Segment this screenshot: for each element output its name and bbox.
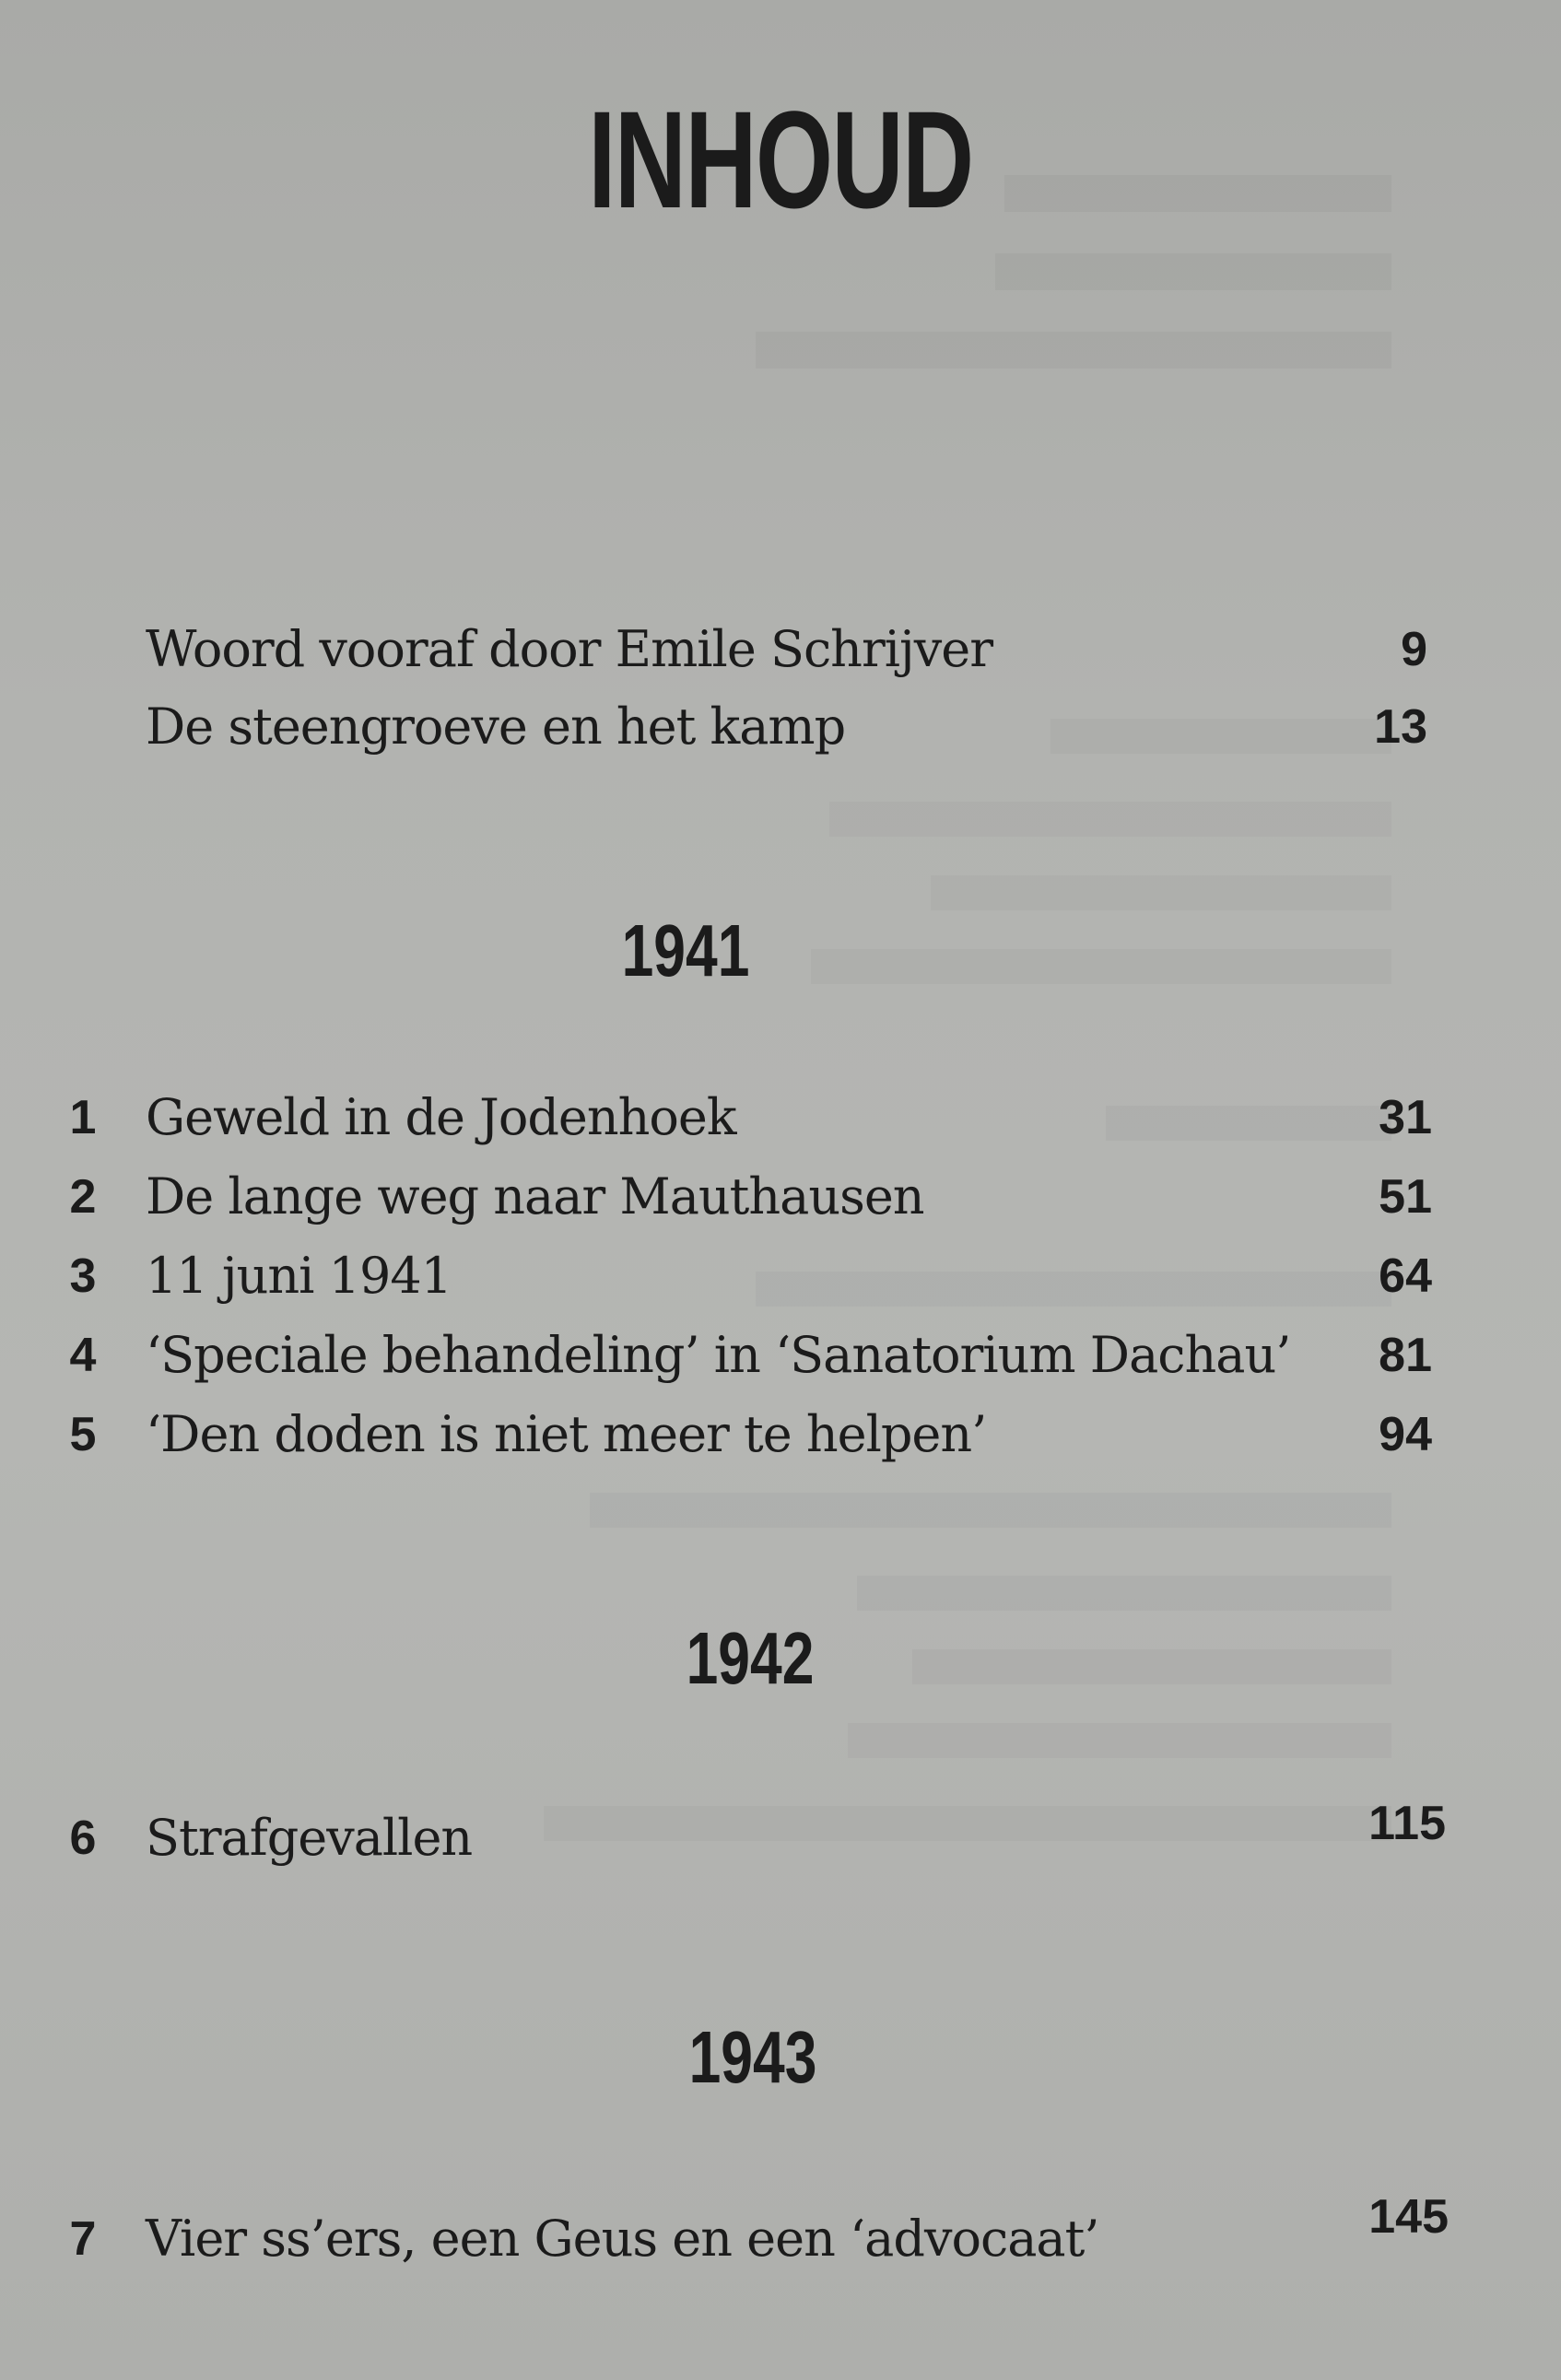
toc-entry-chapter-5	[0, 1398, 1561, 1471]
toc-entry-page: 94	[1379, 1408, 1432, 1461]
toc-entry-chapter-1	[0, 1081, 1561, 1155]
toc-entry-chapter-3	[0, 1239, 1561, 1313]
toc-entry-label: Geweld in de Jodenhoek	[146, 1088, 736, 1146]
section-year-1941: 1941	[621, 909, 750, 991]
chapter-number: 2	[69, 1170, 97, 1224]
toc-entry-page: 115	[1368, 1797, 1446, 1850]
chapter-number: 7	[69, 2212, 97, 2266]
toc-entry-foreword	[0, 613, 1561, 686]
chapter-number: 3	[69, 1249, 97, 1303]
toc-entry-label: Woord vooraf door Emile Schrijver	[146, 620, 993, 678]
toc-entry-label: De lange weg naar Mauthausen	[146, 1167, 924, 1225]
show-through-shadow	[848, 1723, 1391, 1758]
toc-entry-chapter-2	[0, 1160, 1561, 1234]
show-through-shadow	[857, 1576, 1391, 1611]
toc-entry-page: 64	[1379, 1249, 1432, 1303]
toc-entry-chapter-7	[0, 2190, 1561, 2276]
toc-entry-page: 81	[1379, 1329, 1432, 1382]
toc-entry-quarry	[0, 690, 1561, 764]
show-through-shadow	[931, 875, 1391, 910]
toc-entry-label: Strafgevallen	[146, 1809, 473, 1867]
toc-entry-chapter-6	[0, 1797, 1561, 1875]
toc-entry-page: 51	[1379, 1170, 1432, 1224]
show-through-shadow	[829, 802, 1391, 837]
chapter-number: 6	[69, 1811, 97, 1865]
toc-entry-page: 145	[1368, 2190, 1449, 2244]
toc-entry-label: Vier ss’ers, een Geus en een ‘advocaat’	[146, 2210, 1099, 2268]
toc-entry-page: 31	[1379, 1091, 1432, 1144]
toc-entry-page: 9	[1401, 623, 1427, 676]
toc-entry-label: De steengroeve en het kamp	[146, 698, 846, 756]
show-through-shadow	[756, 332, 1391, 369]
toc-entry-label: ‘Speciale behandeling’ in ‘Sanatorium Dachau’	[146, 1326, 1291, 1384]
section-year-1942: 1942	[686, 1617, 815, 1699]
section-year-1943: 1943	[688, 2016, 817, 2098]
page-title: INHOUD	[588, 82, 973, 237]
toc-entry-page: 13	[1374, 700, 1427, 754]
chapter-number: 1	[69, 1091, 97, 1144]
chapter-number: 5	[69, 1408, 97, 1461]
chapter-number: 4	[69, 1329, 97, 1382]
toc-entry-label: ‘Den doden is niet meer te helpen’	[146, 1405, 987, 1463]
toc-entry-label: 11 juni 1941	[146, 1247, 452, 1305]
show-through-shadow	[995, 253, 1391, 290]
toc-entry-chapter-4	[0, 1319, 1561, 1392]
show-through-shadow	[590, 1493, 1391, 1528]
